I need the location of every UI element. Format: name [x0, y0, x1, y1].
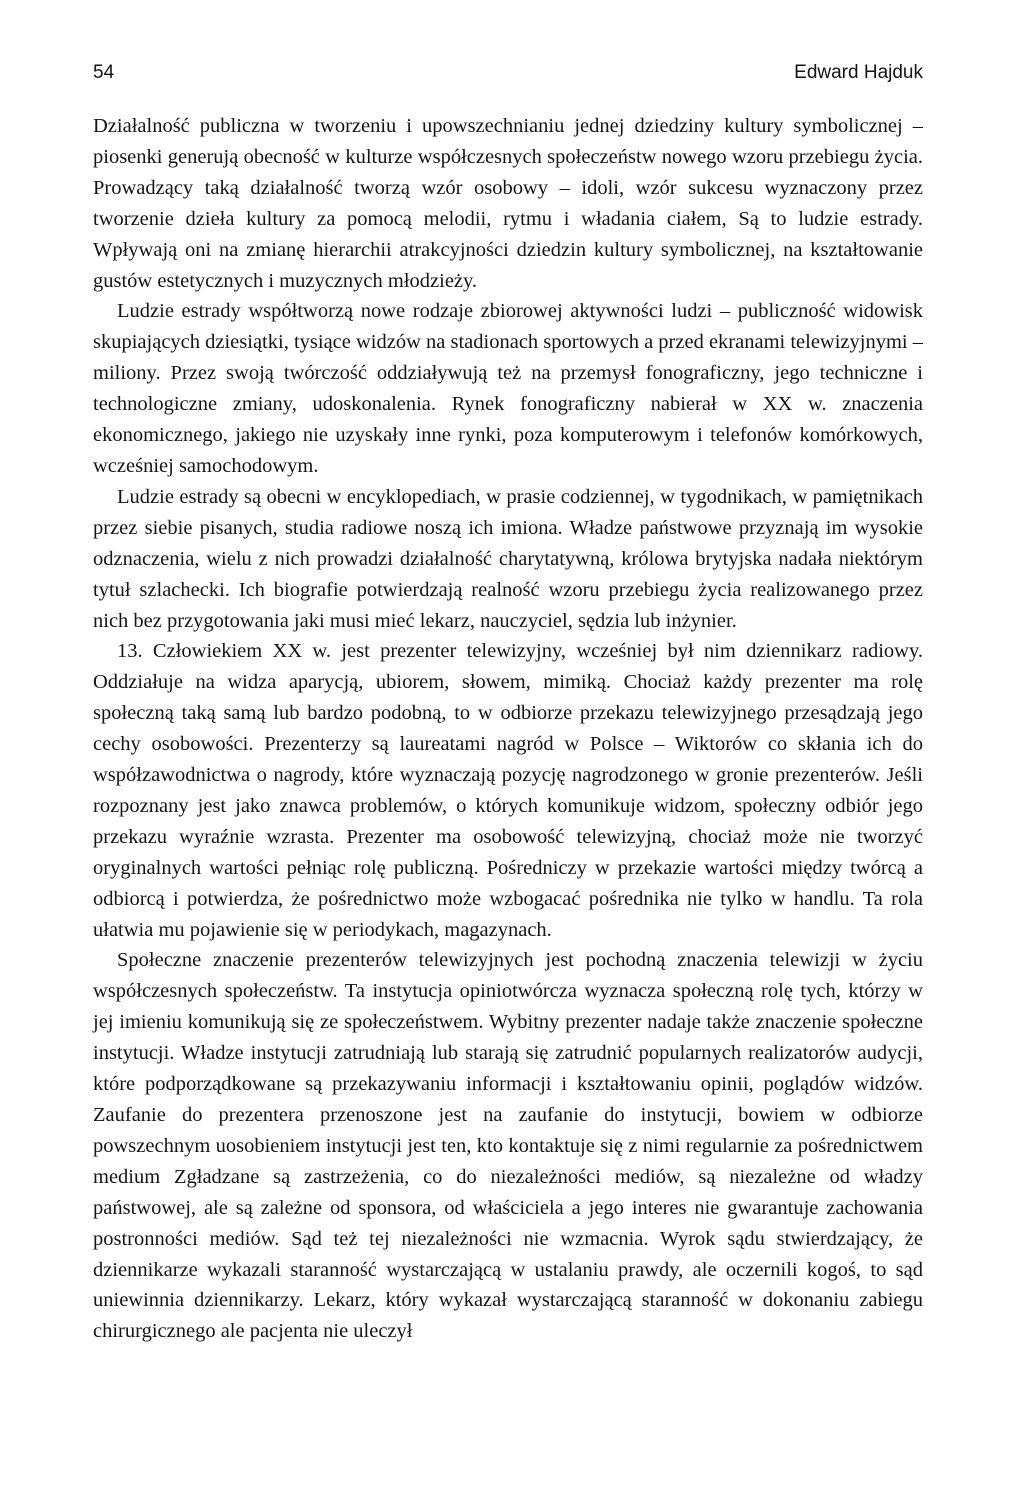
paragraph-2: Ludzie estrady współtworzą nowe rodzaje zbiorowej aktywności ludzi – publiczność widowisk skupiających dziesiątki, tysiące widzów na stadionach sportowych a przed ekranami telewizyjnymi – miliony. Przez swoją twórczość oddziaływują też na przemysł fonograficzny, jego techniczne i technologiczne zmiany, udoskonalenia. Rynek fonograficzny nabierał w XX w. znaczenia ekonomicznego, jakiego nie uzyskały inne rynki, poza komputerowym i telefonów komórkowych, wcześniej samochodowym. [93, 300, 923, 477]
running-header [93, 62, 923, 102]
paragraph-1: Działalność publiczna w tworzeniu i upowszechnianiu jednej dziedziny kultury symbolicznej – piosenki generują obecność w kulturze współczesnych społeczeństw nowego wzoru przebiegu życia. Prowadzący taką działalność tworzą wzór osobowy – idoli, wzór sukcesu wyznaczony przez tworzenie dzieła kultury za pomocą melodii, rytmu i władania ciałem, Są to ludzie estrady. Wpływają oni na zmianę hierarchii atrakcyjności dziedzin kultury symbolicznej, na kształtowanie gustów estetycznych i muzycznych młodzieży. [93, 115, 923, 292]
body-text [93, 111, 923, 1347]
paragraph-5: Społeczne znaczenie prezenterów telewizyjnych jest pochodną znaczenia telewizji w życiu współczesnych społeczeństw. Ta instytucja opiniotwórcza wyznacza społeczną rolę tych, którzy w jej imieniu komunikują się ze społeczeństwem. Wybitny prezenter nadaje także znaczenie społeczne instytucji. Władze instytucji zatrudniają lub starają się zatrudnić popularnych realizatorów audycji, które podporządkowane są przekazywaniu informacji i kształtowaniu opinii, poglądów widzów. Zaufanie do prezentera przenoszone jest na zaufanie do instytucji, bowiem w odbiorze powszechnym uosobieniem instytucji jest ten, kto kontaktuje się z nimi regularnie za pośrednictwem medium Zgładzane są zastrzeżenia, co do niezależności mediów, są niezależne od władzy państwowej, ale są zależne od sponsora, od właściciela a jego interes nie gwarantuje zachowania postronności mediów. Sąd też tej niezależności nie wzmacnia. Wyrok sądu stwierdzający, że dziennikarze wykazali staranność wystarczającą w ustalaniu prawdy, ale oczernili kogoś, to sąd uniewinnia dziennikarzy. Lekarz, który wykazał wystarczającą staranność w dokonaniu zabiegu chirurgicznego ale pacjenta nie uleczył [93, 949, 923, 1343]
paragraph-4: 13. Człowiekiem XX w. jest prezenter telewizyjny, wcześniej był nim dziennikarz radiowy. Oddziałuje na widza aparycją, ubiorem, słowem, mimiką. Chociaż każdy prezenter ma rolę społeczną taką samą lub bardzo podobną, to w odbiorze przekazu telewizyjnego przesądzają jego cechy osobowości. Prezenterzy są laureatami nagród w Polsce – Wiktorów co skłania ich do współzawodnictwa o nagrody, które wyznaczają pozycję nagrodzonego w gronie prezenterów. Jeśli rozpoznany jest jako znawca problemów, o których komunikuje widzom, społeczny odbiór jego przekazu wyraźnie wzrasta. Prezenter ma osobowość telewizyjną, chociaż może nie tworzyć oryginalnych wartości pełniąc rolę publiczną. Pośredniczy w przekazie wartości między twórcą a odbiorcą i potwierdza, że pośrednictwo może wzbogacać pośrednika nie tylko w handlu. Ta rola ułatwia mu pojawienie się w periodykach, magazynach. [93, 640, 923, 941]
page-number: 54 [93, 62, 115, 83]
paragraph-3: Ludzie estrady są obecni w encyklopediach, w prasie codziennej, w tygodnikach, w pamiętnikach przez siebie pisanych, studia radiowe noszą ich imiona. Władze państwowe przyznają im wysokie odznaczenia, wielu z nich prowadzi działalność charytatywną, królowa brytyjska nadała niektórym tytuł szlachecki. Ich biografie potwierdzają realność wzoru przebiegu życia realizowanego przez nich bez przygotowania jaki musi mieć lekarz, nauczyciel, sędzia lub inżynier. [93, 485, 923, 632]
book-page [93, 62, 923, 1343]
running-title-author: Edward Hajduk [794, 62, 923, 83]
